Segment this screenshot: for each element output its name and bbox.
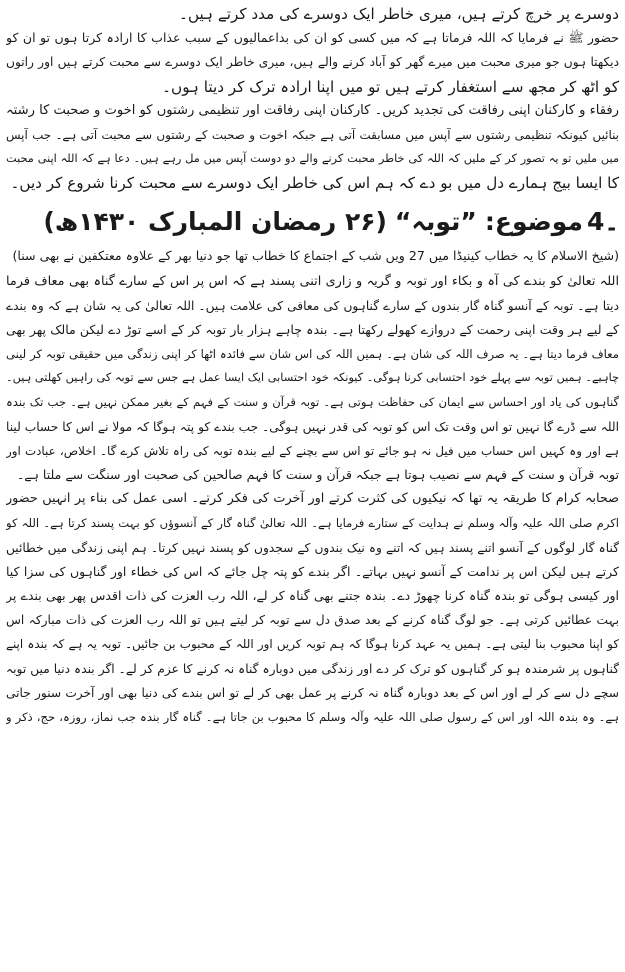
text-line: کو اٹھ کر مجھ سے استغفار کرتے ہیں تو میں اپنا ارادہ ترک کر دیتا ہوں۔ bbox=[162, 77, 619, 96]
text-line: رفقاء و کارکنان اپنی رفاقت کی تجدید کریں۔ کارکنان اپنی رفاقت اور تنظیمی رشتوں کو اخوت و صحبت کا رشتہ bbox=[6, 102, 619, 118]
section-label: موضوع: bbox=[484, 207, 583, 236]
paragraph-1 bbox=[6, 2, 619, 99]
paragraph-3 bbox=[6, 270, 619, 488]
text-line: دیکھتا ہوں جو میری محبت میں میرے گھر کو آباد کرنے والے ہیں، میری خاطر ایک دوسرے سے محبت کرتے ہیں اور راتوں bbox=[6, 55, 619, 70]
text-line: بنائیں کیونکہ تنظیمی رشتوں سے آپس میں مسابقت آتی ہے جبکہ اخوت و صحبت کے رشتوں سے محبت آتی ہے۔ جب آپس bbox=[6, 127, 619, 142]
section-heading bbox=[6, 202, 619, 242]
text-line: کا ایسا بیج ہمارے دل میں بو دے کہ ہم اس کی خاطر ایک دوسرے سے محبت کرنا شروع کر دیں۔ bbox=[10, 174, 619, 193]
text-line: اکرم صلی اللہ علیہ وآلہ وسلم نے ہدایت کے ستارے فرمایا ہے۔ اللہ تعالیٰ گناہ گار کے آنسوؤں کو بہت پسند کرتا ہے۔ اللہ کو bbox=[6, 516, 619, 531]
section-topic: ”توبہ“ bbox=[394, 207, 477, 236]
text-line: معاف فرما دیتا ہے۔ یہ صرف اللہ کی شان ہے۔ ہمیں اللہ کی اس شان سے فائدہ اٹھا کر اپنی زندگی میں حقیقی توبہ کر لینی bbox=[6, 347, 619, 362]
text-line: چاہیے۔ ہمیں توبہ سے پہلے خود احتسابی کرنا ہوگی۔ کیونکہ خود احتسابی ایک ایسا عمل ہے جس سے توبہ کی راہیں کھلتی ہیں۔ bbox=[6, 371, 619, 385]
text-line: گناہوں پر شرمندہ ہو کر گناہوں کو ترک کر دے اور زندگی میں دوبارہ گناہ نہ کرنے کا عزم کر لے۔ اگر بندہ دنیا میں توبہ bbox=[6, 661, 619, 676]
paragraph-4 bbox=[6, 487, 619, 729]
text-line: ہے اور وہ کہیں اس حساب میں فیل نہ ہو جائے تو اس سے بچنے کے لیے بندہ توبہ کی راہ تلاش کرے گا۔ اخلاص، عبادت اور bbox=[6, 443, 619, 458]
text-line: کرتے ہیں لیکن اس پر ندامت کے آنسو نہیں بہاتے۔ اگر بندے کو پتہ چل جائے کہ اس کی خطاء اور گناہوں کی سزا کیا bbox=[6, 563, 619, 579]
text-line: گناہ گار لوگوں کے آنسو اتنے پسند ہیں کہ اتنے وہ نیک بندوں کے سجدوں کو پسند نہیں کرتا۔ ہم اپنی زندگی میں خطائیں bbox=[6, 540, 619, 555]
text-line: حضور ﷺ نے فرمایا کہ اللہ فرماتا ہے کہ میں کسی کو ان کی بداعمالیوں کے سبب عذاب کا ارادہ کرتا ہوں تو ان کو bbox=[6, 30, 619, 46]
text-line: دیتا ہے۔ توبہ کے آنسو گناہ گار بندوں کے سارے گناہوں کی معافی کی علامت ہیں۔ اللہ تعالیٰ کی یہ شان ہے کہ وہ بندے bbox=[6, 298, 619, 313]
text-line: گناہوں کی یاد اور احساس سے ایمان کی حفاظت ہوتی ہے۔ توبہ قرآن و سنت کے فہم کے بغیر ممکن نہیں ہے۔ جب تک بندہ bbox=[6, 395, 619, 410]
text-line: کے لیے ہر وقت اپنی رحمت کے دروازے کھولے رکھتا ہے۔ بندہ چاہے ہزار بار توبہ کر کے اسے توڑ دے لیکن مالک پھر بھی bbox=[6, 321, 619, 337]
text-line: اللہ سے ڈرے گا نہیں تو اس وقت تک اس کو توبہ کی قدر نہیں ہوگی۔ جب بندے کو پتہ ہوگا کہ مولا نے اس کا حساب لینا bbox=[6, 419, 619, 434]
text-line: کو اپنا محبوب بنا لیتی ہے۔ ہمیں یہ عہد کرنا ہوگا کہ ہم توبہ کریں اور اللہ کے محبوب بن جائیں۔ توبہ یہ ہے کہ بندہ اپنے bbox=[6, 637, 619, 652]
text-line: دوسرے پر خرچ کرتے ہیں، میری خاطر ایک دوسرے کی مدد کرتے ہیں۔ bbox=[179, 5, 619, 23]
text-line: ہے۔ وہ بندہ اللہ اور اس کے رسول صلی اللہ علیہ وآلہ وسلم کا محبوب بن جاتا ہے۔ گناہ گار بندہ جب نماز، روزہ، حج، ذکر و bbox=[6, 709, 619, 724]
text-line: سچے دل سے کر لے اور اس کے بعد دوبارہ گناہ نہ کرنے پر عمل بھی کر لے تو اس بندے کی دنیا بھی اور آخرت سنور جاتی bbox=[6, 685, 619, 700]
paragraph-2 bbox=[6, 99, 619, 196]
section-date: (۲۶ رمضان المبارک ۱۴۳۰ھ) bbox=[43, 207, 387, 236]
text-line: توبہ قرآن و سنت کے فہم سے نصیب ہوتا ہے جبکہ قرآن و سنت کا فہم صالحین کی صحبت اور سنگت سے ملتا ہے۔ bbox=[16, 467, 619, 482]
text-line: میں ملیں تو یہ تصور کر کے ملیں کہ اللہ کی خاطر محبت کرنے والے دو دوست آپس میں مل رہے ہیں۔ دعا ہے کہ اللہ اپنی محبت bbox=[6, 152, 619, 166]
speech-note: (شیخ الاسلام کا یہ خطاب کینیڈا میں 27 ویں شب کے اجتماع کا خطاب تھا جو دنیا بھر کے علاوہ معتکفین نے بھی سنا) bbox=[12, 247, 619, 263]
text-line: اور کیسی ہوگی تو بندہ گناہ کرنا چھوڑ دے۔ بندہ جتنے بھی گناہ کر لے، اللہ رب العزت کی ذات اقدس پھر بھی بندے پر bbox=[6, 587, 619, 603]
text-line: بہت عطائیں کرتی ہے۔ جو لوگ گناہ کرنے کے بعد صدق دل سے توبہ کر لیتے ہیں تو اللہ رب العزت کی ذات مبارکہ اس bbox=[6, 613, 619, 628]
text-line: صحابہ کرام کا طریقہ یہ تھا کہ نیکیوں کی کثرت کرتے اور آخرت کی فکر کرتے۔ اسی عمل کی بناء پر انہیں حضور bbox=[6, 491, 619, 507]
text-line: اللہ تعالیٰ کو بندے کی آہ و بکاء اور توبہ و گریہ و زاری اتنی پسند ہے کہ اس پر اس کے سارے گناہ بھی معاف فرما bbox=[6, 273, 619, 289]
section-number: 4۔ bbox=[586, 207, 619, 236]
